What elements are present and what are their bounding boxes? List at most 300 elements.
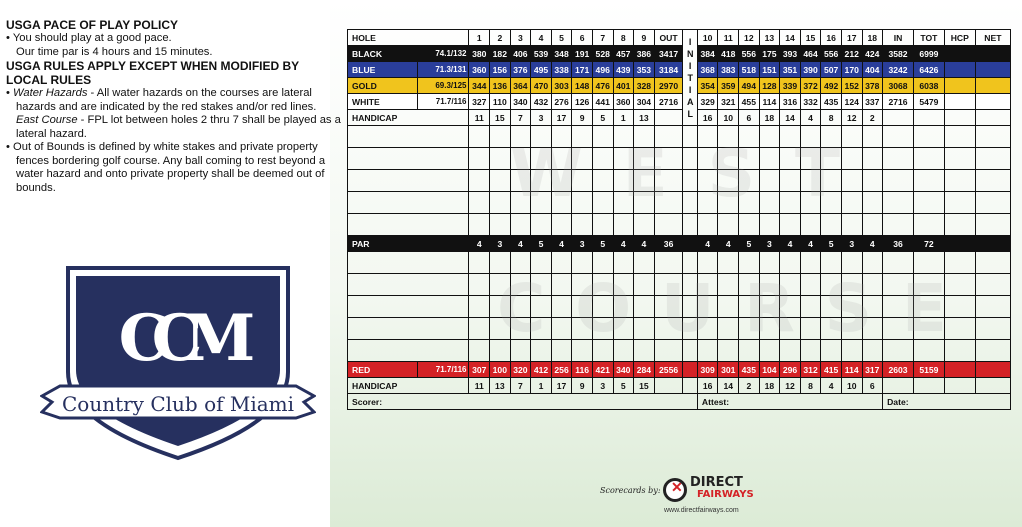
score-cell <box>531 340 552 362</box>
score-cell: 276 <box>551 94 572 110</box>
score-cell: 507 <box>821 62 842 78</box>
score-cell: 418 <box>718 46 739 62</box>
score-cell <box>531 192 552 214</box>
score-cell: 116 <box>572 362 593 378</box>
score-cell: 415 <box>821 362 842 378</box>
score-cell <box>841 192 862 214</box>
score-cell <box>841 296 862 318</box>
score-cell: 71.7/116 <box>418 94 469 110</box>
score-cell: 5 <box>821 236 842 252</box>
score-cell: RED <box>348 362 418 378</box>
score-cell: 284 <box>634 362 655 378</box>
score-cell <box>718 296 739 318</box>
score-cell: 386 <box>634 46 655 62</box>
score-cell: NET <box>975 30 1010 46</box>
score-cell: 16 <box>821 30 842 46</box>
score-cell <box>883 274 914 296</box>
score-cell <box>739 318 760 340</box>
score-cell <box>944 214 975 236</box>
score-cell <box>944 340 975 362</box>
score-cell: 124 <box>841 94 862 110</box>
score-cell <box>654 110 683 126</box>
score-cell <box>572 296 593 318</box>
score-cell: 8 <box>821 110 842 126</box>
score-cell <box>913 192 944 214</box>
score-cell <box>469 296 490 318</box>
score-cell: 301 <box>718 362 739 378</box>
score-cell: 6426 <box>913 62 944 78</box>
score-cell <box>841 340 862 362</box>
score-cell <box>531 274 552 296</box>
score-cell <box>841 148 862 170</box>
score-cell <box>944 110 975 126</box>
score-cell <box>510 192 531 214</box>
score-cell <box>821 340 842 362</box>
score-cell <box>975 340 1010 362</box>
score-cell: 11 <box>469 110 490 126</box>
score-cell <box>718 252 739 274</box>
score-cell <box>613 274 634 296</box>
score-cell <box>718 340 739 362</box>
score-cell: 364 <box>510 78 531 94</box>
score-cell <box>531 126 552 148</box>
score-cell <box>975 148 1010 170</box>
score-cell: 74.1/132 <box>418 46 469 62</box>
score-cell <box>697 192 718 214</box>
score-cell: 104 <box>759 362 780 378</box>
score-cell <box>613 148 634 170</box>
score-cell: 6 <box>572 30 593 46</box>
score-cell <box>697 170 718 192</box>
score-cell: 110 <box>490 94 511 110</box>
score-cell <box>572 126 593 148</box>
score-cell: 401 <box>613 78 634 94</box>
score-cell <box>883 318 914 340</box>
score-cell <box>469 148 490 170</box>
score-cell: 3 <box>572 236 593 252</box>
score-cell: 3 <box>531 110 552 126</box>
score-cell: 2556 <box>654 362 683 378</box>
score-cell: HANDICAP <box>348 378 469 394</box>
score-cell <box>975 252 1010 274</box>
score-cell <box>718 126 739 148</box>
tee-row-gold <box>348 78 1011 94</box>
score-cell: WHITE <box>348 94 418 110</box>
score-cell <box>800 252 821 274</box>
score-cell: 17 <box>551 378 572 394</box>
score-cell <box>759 126 780 148</box>
score-cell <box>469 214 490 236</box>
score-cell: 12 <box>841 110 862 126</box>
score-cell <box>348 252 469 274</box>
score-cell <box>697 148 718 170</box>
handicap-row <box>348 378 1011 394</box>
sponsor-brand-fairways: FAIRWAYS <box>697 489 754 500</box>
score-cell <box>739 170 760 192</box>
score-cell <box>634 192 655 214</box>
score-cell <box>592 274 613 296</box>
east-course-text: - FPL lot between holes 2 thru 7 shall be played as a lateral hazard. <box>16 114 341 140</box>
score-cell <box>697 214 718 236</box>
header-row <box>348 30 1011 46</box>
score-cell <box>780 148 801 170</box>
score-cell <box>683 378 697 394</box>
scorer-field: Scorer: <box>348 394 698 410</box>
score-cell <box>592 126 613 148</box>
score-cell <box>613 170 634 192</box>
score-cell <box>821 148 842 170</box>
signature-row <box>348 394 1011 410</box>
rules-title-1: USGA RULES APPLY EXCEPT WHEN MODIFIED BY <box>6 59 300 73</box>
score-cell <box>739 214 760 236</box>
score-cell: 4 <box>697 236 718 252</box>
score-cell <box>862 340 883 362</box>
score-cell: 5 <box>613 378 634 394</box>
score-cell <box>654 192 683 214</box>
water-hazard-label: Water Hazards <box>13 87 88 99</box>
score-cell: 340 <box>613 362 634 378</box>
score-cell <box>759 340 780 362</box>
score-cell: 16 <box>697 378 718 394</box>
score-entry-row <box>348 126 1011 148</box>
score-cell <box>572 214 593 236</box>
score-cell <box>759 274 780 296</box>
score-cell <box>683 274 697 296</box>
score-cell: 36 <box>654 236 683 252</box>
score-cell: OUT <box>654 30 683 46</box>
score-cell: BLACK <box>348 46 418 62</box>
score-cell <box>531 148 552 170</box>
score-cell <box>683 236 697 252</box>
score-cell <box>531 252 552 274</box>
score-cell <box>572 148 593 170</box>
score-cell <box>490 296 511 318</box>
score-cell <box>654 340 683 362</box>
score-cell <box>572 340 593 362</box>
score-cell: 380 <box>469 46 490 62</box>
score-cell <box>913 378 944 394</box>
score-cell <box>718 274 739 296</box>
score-cell: 4 <box>469 236 490 252</box>
score-cell: 412 <box>531 362 552 378</box>
golf-ball-icon: ✕ <box>663 478 687 502</box>
score-entry-row <box>348 170 1011 192</box>
local-rules-panel <box>6 18 342 195</box>
score-cell: 72 <box>913 236 944 252</box>
score-cell <box>944 192 975 214</box>
score-cell <box>654 378 683 394</box>
score-cell <box>634 148 655 170</box>
score-cell <box>883 170 914 192</box>
score-entry-row <box>348 318 1011 340</box>
score-cell <box>800 148 821 170</box>
score-cell <box>634 296 655 318</box>
score-cell <box>490 170 511 192</box>
score-cell <box>469 126 490 148</box>
score-cell <box>739 192 760 214</box>
score-cell: 494 <box>739 78 760 94</box>
score-cell <box>572 192 593 214</box>
score-cell <box>510 318 531 340</box>
score-cell <box>634 252 655 274</box>
score-cell <box>780 318 801 340</box>
score-cell: 309 <box>697 362 718 378</box>
score-cell: 296 <box>780 362 801 378</box>
score-cell: 9 <box>572 378 593 394</box>
score-cell <box>944 126 975 148</box>
score-cell <box>697 252 718 274</box>
sponsor-brand-direct: DIRECT <box>690 475 743 490</box>
east-course-rule <box>6 114 342 141</box>
score-cell: 3 <box>759 236 780 252</box>
score-cell <box>944 274 975 296</box>
score-cell <box>944 236 975 252</box>
score-cell: 368 <box>697 62 718 78</box>
score-cell: 5 <box>739 236 760 252</box>
pace-line-1: • You should play at a good pace. <box>6 32 172 44</box>
score-cell <box>592 340 613 362</box>
score-cell <box>944 94 975 110</box>
score-cell <box>510 274 531 296</box>
score-cell <box>759 148 780 170</box>
score-cell <box>572 170 593 192</box>
score-cell: 191 <box>572 46 593 62</box>
score-cell: 2 <box>490 30 511 46</box>
score-cell: 360 <box>613 94 634 110</box>
score-cell: 5 <box>551 30 572 46</box>
score-cell: 114 <box>841 362 862 378</box>
tee-row-black <box>348 46 1011 62</box>
score-cell <box>913 340 944 362</box>
score-cell: 312 <box>800 362 821 378</box>
score-cell <box>780 192 801 214</box>
score-cell <box>883 378 914 394</box>
score-cell <box>841 274 862 296</box>
score-cell: 4 <box>780 236 801 252</box>
score-cell <box>913 148 944 170</box>
score-cell <box>862 126 883 148</box>
score-cell <box>469 274 490 296</box>
score-cell <box>683 170 697 192</box>
score-cell <box>348 126 469 148</box>
score-cell: PAR <box>348 236 469 252</box>
score-cell: 337 <box>862 94 883 110</box>
score-cell: 7 <box>510 378 531 394</box>
score-cell <box>551 126 572 148</box>
score-cell: 13 <box>759 30 780 46</box>
score-cell <box>862 274 883 296</box>
score-cell: 17 <box>551 110 572 126</box>
score-cell: 496 <box>592 62 613 78</box>
tee-row-white <box>348 94 1011 110</box>
score-cell <box>683 126 697 148</box>
score-cell <box>944 296 975 318</box>
score-cell: 11 <box>469 378 490 394</box>
score-cell: 393 <box>780 46 801 62</box>
score-cell: 372 <box>800 78 821 94</box>
score-cell: 2970 <box>654 78 683 94</box>
score-cell <box>697 340 718 362</box>
score-cell: 476 <box>592 78 613 94</box>
score-cell: 321 <box>718 94 739 110</box>
score-cell <box>862 214 883 236</box>
score-cell <box>913 110 944 126</box>
score-cell <box>821 170 842 192</box>
score-cell: 4 <box>531 30 552 46</box>
score-cell: 10 <box>697 30 718 46</box>
score-cell <box>913 296 944 318</box>
score-cell: 170 <box>841 62 862 78</box>
score-cell: 328 <box>634 78 655 94</box>
score-cell: 406 <box>510 46 531 62</box>
score-cell <box>975 274 1010 296</box>
score-cell <box>551 274 572 296</box>
score-cell <box>654 318 683 340</box>
score-cell: 340 <box>510 94 531 110</box>
score-cell: 15 <box>634 378 655 394</box>
score-cell <box>944 362 975 378</box>
score-cell <box>531 214 552 236</box>
score-cell: 5 <box>531 236 552 252</box>
score-cell: 6038 <box>913 78 944 94</box>
logo-monogram: CCM <box>118 301 238 376</box>
score-cell: 2716 <box>654 94 683 110</box>
score-cell <box>683 214 697 236</box>
score-cell <box>592 296 613 318</box>
score-cell <box>697 274 718 296</box>
score-cell <box>490 274 511 296</box>
score-cell: 317 <box>862 362 883 378</box>
score-cell: 3417 <box>654 46 683 62</box>
score-cell <box>683 192 697 214</box>
score-cell <box>800 170 821 192</box>
score-cell <box>654 252 683 274</box>
score-cell: 12 <box>739 30 760 46</box>
pace-line-2: Our time par is 4 hours and 15 minutes. <box>16 45 213 58</box>
score-cell: 4 <box>510 236 531 252</box>
score-cell: 528 <box>592 46 613 62</box>
score-cell <box>683 296 697 318</box>
score-cell: 492 <box>821 78 842 94</box>
score-cell <box>759 192 780 214</box>
score-cell: 71.7/116 <box>418 362 469 378</box>
score-cell: 348 <box>551 46 572 62</box>
score-cell <box>551 252 572 274</box>
score-cell <box>780 274 801 296</box>
score-cell <box>800 274 821 296</box>
score-cell <box>759 214 780 236</box>
score-cell <box>759 296 780 318</box>
score-cell: 2716 <box>883 94 914 110</box>
sponsor-by-label: Scorecards by: <box>600 486 661 495</box>
score-cell <box>944 170 975 192</box>
score-cell <box>613 214 634 236</box>
score-cell <box>759 252 780 274</box>
score-entry-row <box>348 296 1011 318</box>
club-logo <box>40 262 316 462</box>
score-cell: 8 <box>800 378 821 394</box>
score-cell <box>944 252 975 274</box>
score-cell: 556 <box>821 46 842 62</box>
score-cell <box>975 378 1010 394</box>
score-cell <box>800 318 821 340</box>
score-cell <box>975 78 1010 94</box>
score-cell <box>975 110 1010 126</box>
score-cell: HOLE <box>348 30 469 46</box>
score-cell <box>348 170 469 192</box>
score-cell <box>975 170 1010 192</box>
score-cell <box>883 296 914 318</box>
score-cell: 13 <box>490 378 511 394</box>
score-cell <box>551 340 572 362</box>
score-cell <box>551 318 572 340</box>
score-cell <box>551 192 572 214</box>
score-cell: 304 <box>634 94 655 110</box>
score-cell: 4 <box>800 236 821 252</box>
score-cell <box>613 340 634 362</box>
score-cell: 7 <box>592 30 613 46</box>
score-cell <box>780 214 801 236</box>
score-cell <box>510 214 531 236</box>
score-cell: 424 <box>862 46 883 62</box>
score-cell <box>883 252 914 274</box>
score-cell <box>913 126 944 148</box>
score-cell <box>862 296 883 318</box>
score-entry-row <box>348 148 1011 170</box>
score-cell: 4 <box>821 378 842 394</box>
score-cell: 435 <box>739 362 760 378</box>
score-cell: 13 <box>634 110 655 126</box>
score-cell <box>718 318 739 340</box>
score-cell <box>572 252 593 274</box>
score-cell: 14 <box>780 110 801 126</box>
score-cell: HANDICAP <box>348 110 469 126</box>
score-cell <box>913 274 944 296</box>
score-cell: 353 <box>634 62 655 78</box>
score-cell <box>510 148 531 170</box>
score-cell <box>800 126 821 148</box>
score-cell: 4 <box>551 236 572 252</box>
score-cell: 1 <box>469 30 490 46</box>
score-cell <box>739 274 760 296</box>
score-cell <box>592 214 613 236</box>
score-cell <box>531 170 552 192</box>
tee-row-red <box>348 362 1011 378</box>
score-cell: HCP <box>944 30 975 46</box>
score-cell <box>821 274 842 296</box>
score-cell <box>944 62 975 78</box>
score-cell <box>913 252 944 274</box>
score-cell <box>800 340 821 362</box>
score-cell: 18 <box>759 110 780 126</box>
score-cell <box>469 318 490 340</box>
score-cell: 148 <box>572 78 593 94</box>
sponsor-logo <box>600 474 770 522</box>
east-course-label: East Course <box>16 114 78 126</box>
score-cell <box>759 318 780 340</box>
score-cell: 156 <box>490 62 511 78</box>
score-cell: 4 <box>718 236 739 252</box>
score-cell <box>944 78 975 94</box>
par-row <box>348 236 1011 252</box>
score-cell: 212 <box>841 46 862 62</box>
score-cell: 152 <box>841 78 862 94</box>
score-cell <box>531 318 552 340</box>
score-cell: 71.3/131 <box>418 62 469 78</box>
score-cell <box>800 214 821 236</box>
handicap-row <box>348 110 1011 126</box>
initial-column: I N I T I A L <box>683 30 697 126</box>
